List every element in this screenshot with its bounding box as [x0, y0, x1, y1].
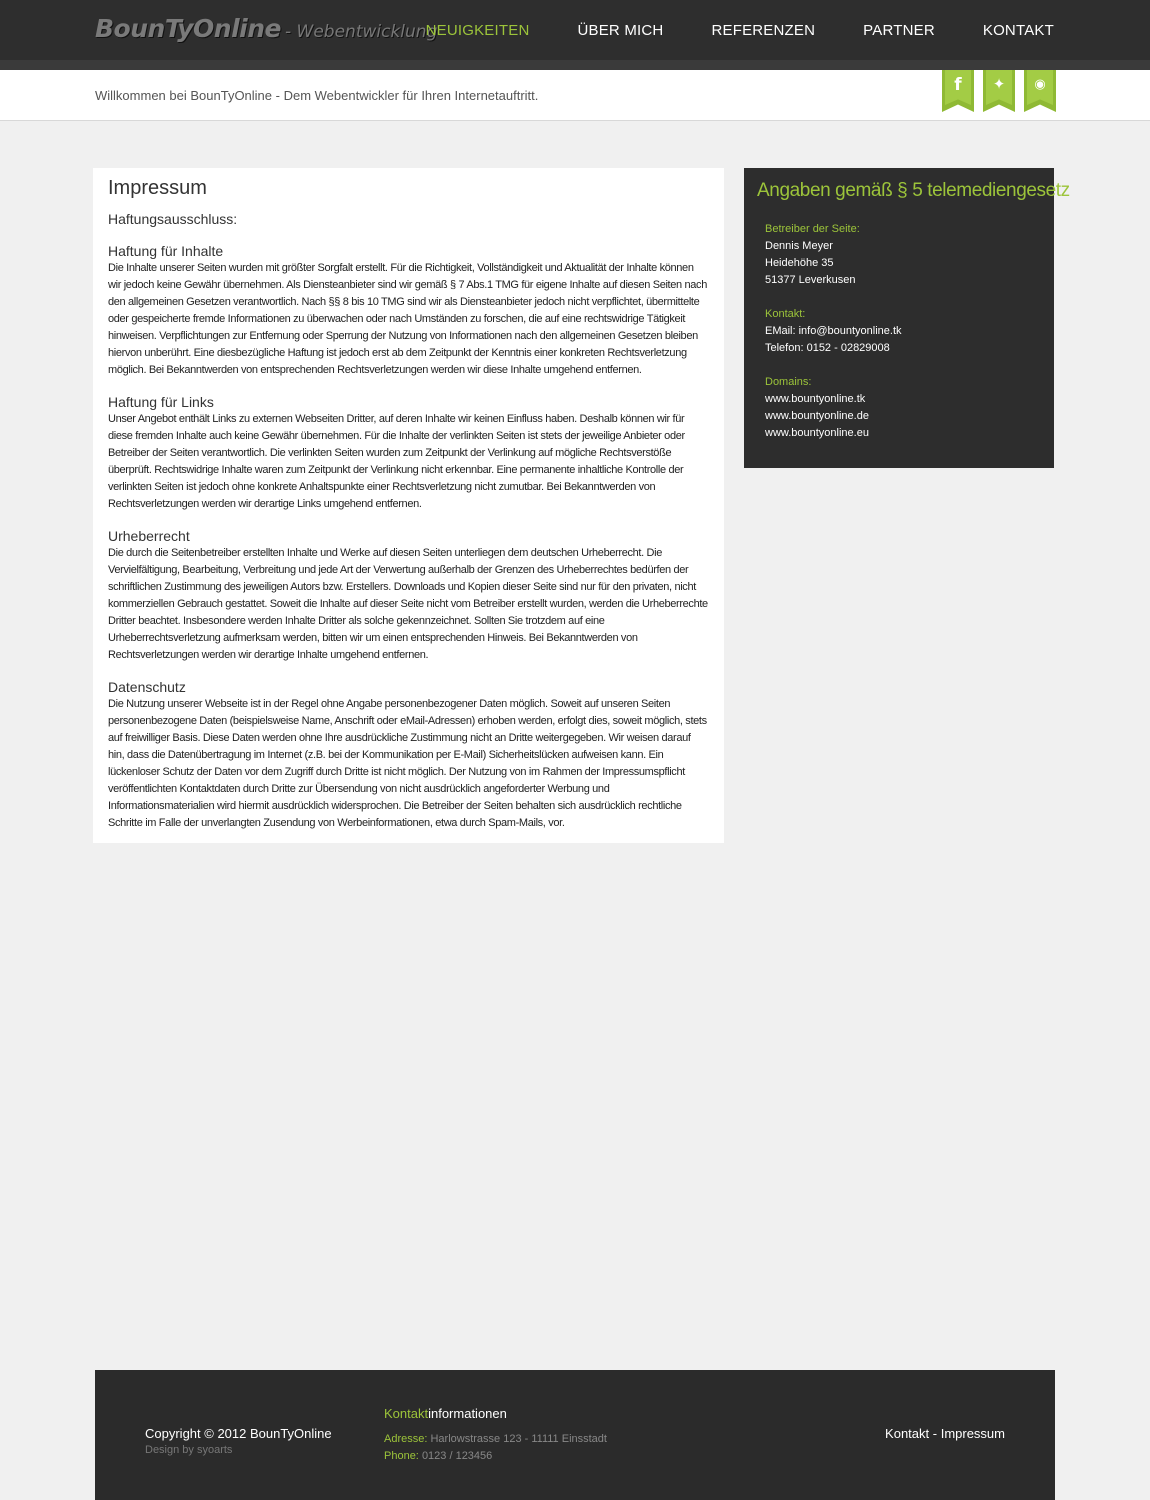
domain-link[interactable]: www.bountyonline.eu: [765, 427, 869, 439]
address-value: Harlowstrasse 123 - 11111 Einsstadt: [430, 1433, 607, 1445]
facebook-icon: f: [954, 75, 962, 95]
twitter-button[interactable]: [983, 70, 1015, 112]
section-heading-links: Haftung für Links: [108, 394, 214, 410]
rss-icon: ◉: [1034, 77, 1046, 92]
domains-block: [765, 374, 869, 442]
top-navigation-bar: [0, 0, 1150, 60]
footer-link-kontakt[interactable]: Kontakt: [885, 1426, 930, 1441]
operator-street: Heidehöhe 35: [765, 257, 834, 269]
domains-label: Domains:: [765, 376, 812, 388]
phone-value: 0123 / 123456: [421, 1450, 493, 1462]
domain-link[interactable]: www.bountyonline.tk: [765, 393, 866, 405]
nav-item-partner[interactable]: PARTNER: [863, 21, 935, 39]
welcome-bar: [0, 70, 1150, 121]
footer-phone: [384, 1450, 492, 1462]
header-divider: [0, 60, 1150, 70]
nav-item-ueber-mich[interactable]: ÜBER MICH: [577, 21, 664, 39]
operator-block: [765, 221, 860, 289]
contact-email[interactable]: EMail: info@bountyonline.tk: [765, 325, 902, 337]
logo-title: BounTyOnline: [95, 14, 281, 43]
operator-label: Betreiber der Seite:: [765, 223, 860, 235]
copyright-text: Copyright © 2012 BounTyOnline: [145, 1426, 332, 1441]
sidebar-title: Angaben gemäß § 5 telemediengesetz: [757, 180, 1070, 201]
footer-address: [384, 1433, 607, 1445]
rss-button[interactable]: [1024, 70, 1056, 112]
section-text-urheberrecht: Die durch die Seitenbetreiber erstellten Inhalte und Werke auf diesen Seiten unterliegen dem deutschen Urheberrecht. Die Vervielfältigung, Bearbeitung, Verbreitung und jede Art der Verwertung außerhalb der Grenzen des Urheberrechtes bedürfen der schriftlichen Zustimmung des jeweiligen Autors bzw. Erstellers. Downloads und Kopien dieser Seite sind nur für den privaten, nicht kommerziellen Gebrauch gestattet. Soweit die Inhalte auf dieser Seite nicht vom Betreiber erstellt wurden, werden die Urheberrechte Dritter beachtet. Insbesondere werden Inhalte Dritter als solche gekennzeichnet. Sollten Sie trotzdem auf eine Urheberrechtsverletzung aufmerksam werden, bitten wir um einen entsprechenden Hinweis. Bei Bekanntwerden von Rechtsverletzungen werden wir derartige Inhalte umgehend entfernen.: [108, 547, 708, 661]
section-text-links: Unser Angebot enthält Links zu externen Webseiten Dritter, auf deren Inhalte wir keinen Einfluss haben. Deshalb können wir für diese fremden Inhalte auch keine Gewähr übernehmen. Für die Inhalte der verlinkten Seiten ist stets der jeweilige Anbieter oder Betreiber der Seiten verantwortlich. Die verlinkten Seiten wurden zum Zeitpunkt der Verlinkung auf mögliche Rechtsverstöße überprüft. Rechtswidrige Inhalte waren zum Zeitpunkt der Verlinkung nicht erkennbar. Eine permanente inhaltliche Kontrolle der verlinkten Seiten ist jedoch ohne konkrete Anhaltspunkte einer Rechtsverletzung nicht zumutbar. Bei Bekanntwerden von Rechtsverletzungen werden wir derartige Links umgehend entfernen.: [108, 413, 685, 510]
domain-link[interactable]: www.bountyonline.de: [765, 410, 869, 422]
section-text-inhalte: Die Inhalte unserer Seiten wurden mit größter Sorgfalt erstellt. Für die Richtigkeit, Vollständigkeit und Aktualität der Inhalte können wir jedoch keine Gewähr übernehmen. Als Diensteanbieter sind wir gemäß § 7 Abs.1 TMG für eigene Inhalte auf diesen Seiten nach den allgemeinen Gesetzen verantwortlich. Nach §§ 8 bis 10 TMG sind wir als Diensteanbieter jedoch nicht verpflichtet, übermittelte oder gespeicherte fremde Informationen zu überwachen oder nach Umständen zu forschen, die auf eine rechtswidrige Tätigkeit hinweisen. Verpflichtungen zur Entfernung oder Sperrung der Nutzung von Informationen nach den allgemeinen Gesetzen bleiben hiervon unberührt. Eine diesbezügliche Haftung ist jedoch erst ab dem Zeitpunkt der Kenntnis einer konkreten Rechtsverletzung möglich. Bei Bekanntwerden von entsprechenden Rechtsverletzungen werden wir diese Inhalte umgehend entfernen.: [108, 262, 707, 376]
section-heading-inhalte: Haftung für Inhalte: [108, 243, 224, 259]
nav-item-referenzen[interactable]: REFERENZEN: [711, 21, 816, 39]
contact-phone: Telefon: 0152 - 02829008: [765, 342, 890, 354]
address-label: Adresse:: [384, 1433, 428, 1445]
footer-links: [885, 1426, 1005, 1441]
footer: [95, 1370, 1055, 1500]
disclaimer-title: Haftungsausschluss:: [108, 211, 238, 227]
contact-label: Kontakt:: [765, 308, 806, 320]
contact-info-title-highlight: Kontakt: [384, 1406, 429, 1421]
main-nav: [378, 0, 1054, 60]
section-heading-datenschutz: Datenschutz: [108, 679, 186, 695]
operator-name: Dennis Meyer: [765, 240, 833, 252]
welcome-text: Willkommen bei BounTyOnline - Dem Webentwickler für Ihren Internetauftritt.: [95, 88, 539, 103]
page-title: Impressum: [108, 177, 207, 199]
phone-label: Phone:: [384, 1450, 419, 1462]
section-heading-urheberrecht: Urheberrecht: [108, 528, 190, 544]
twitter-icon: ✦: [992, 75, 1006, 93]
nav-item-neuigkeiten[interactable]: NEUIGKEITEN: [425, 21, 530, 39]
nav-item-kontakt[interactable]: KONTAKT: [982, 21, 1054, 39]
imprint-sidebar: [744, 168, 1070, 468]
design-credit: Design by syoarts: [145, 1444, 233, 1456]
section-text-datenschutz: Die Nutzung unserer Webseite ist in der Regel ohne Angabe personenbezogener Daten möglich. Soweit auf unseren Seiten personenbezogene Daten (beispielsweise Name, Anschrift oder eMail-Adressen) erhoben werden, erfolgt dies, soweit möglich, stets auf freiwilliger Basis. Diese Daten werden ohne Ihre ausdrückliche Zustimmung nicht an Dritte weitergegeben. Wir weisen darauf hin, dass die Datenübertragung im Internet (z.B. bei der Kommunikation per E-Mail) Sicherheitslücken aufweisen kann. Ein lückenloser Schutz der Daten vor dem Zugriff durch Dritte ist nicht möglich. Der Nutzung von im Rahmen der Impressumspflicht veröffentlichten Kontaktdaten durch Dritte zur Übersendung von nicht ausdrücklich angeforderter Werbung und Informationsmaterialien wird hiermit ausdrücklich widersprochen. Die Betreiber der Seiten behalten sich ausdrücklich rechtliche Schritte im Falle der unverlangten Zusendung von Werbeinformationen, etwa durch Spam-Mails, vor.: [108, 698, 707, 829]
operator-city: 51377 Leverkusen: [765, 274, 856, 286]
contact-block: [765, 306, 902, 357]
contact-info-title: [384, 1406, 507, 1421]
logo-subtitle: - Webentwicklung: [284, 22, 438, 42]
footer-link-separator: -: [929, 1426, 941, 1441]
footer-link-impressum[interactable]: Impressum: [940, 1426, 1005, 1441]
main-content: [93, 168, 724, 843]
facebook-button[interactable]: [942, 70, 974, 112]
contact-info-title-rest: informationen: [428, 1406, 507, 1421]
